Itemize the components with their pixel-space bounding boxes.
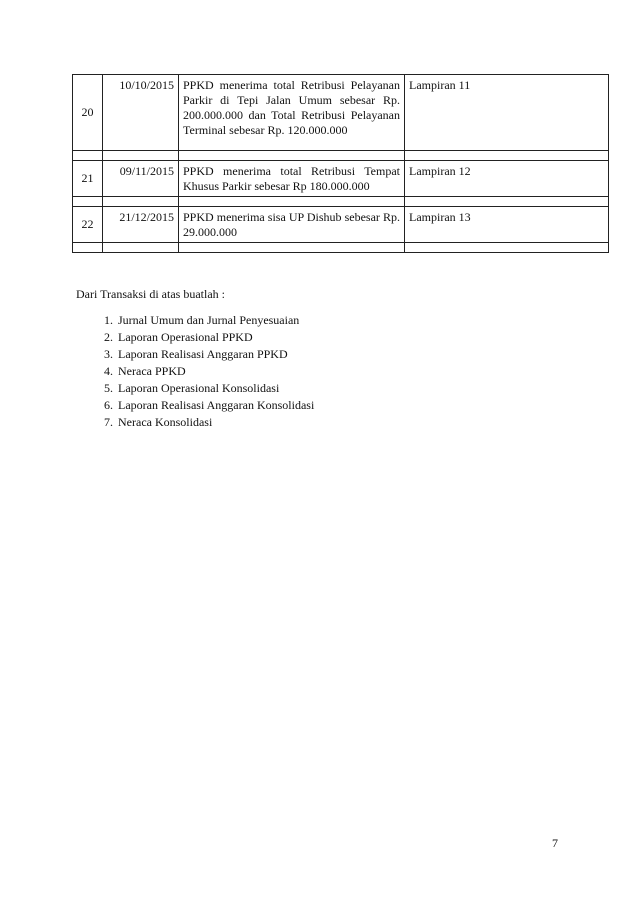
spacer-cell [405, 243, 609, 253]
row-attachment: Lampiran 11 [405, 75, 609, 151]
list-item: 5. Laporan Operasional Konsolidasi [116, 380, 536, 397]
transaction-table [72, 74, 609, 253]
task-list [76, 312, 536, 431]
spacer-cell [103, 197, 179, 207]
spacer-cell [405, 151, 609, 161]
spacer-cell [179, 243, 405, 253]
spacer-cell [405, 197, 609, 207]
spacer-cell [179, 197, 405, 207]
spacer-cell [73, 243, 103, 253]
page-number: 7 [552, 836, 558, 850]
list-item: 2. Laporan Operasional PPKD [116, 329, 536, 346]
row-attachment: Lampiran 12 [405, 161, 609, 197]
row-date: 10/10/2015 [103, 75, 179, 151]
list-item: 7. Neraca Konsolidasi [116, 414, 536, 431]
table-row [73, 161, 609, 197]
list-item: 6. Laporan Realisasi Anggaran Konsolidasi [116, 397, 536, 414]
row-attachment: Lampiran 13 [405, 207, 609, 243]
spacer-cell [179, 151, 405, 161]
row-description: PPKD menerima total Retribusi Tempat Khusus Parkir sebesar Rp 180.000.000 [179, 161, 405, 197]
row-date: 09/11/2015 [103, 161, 179, 197]
list-item: 1. Jurnal Umum dan Jurnal Penyesuaian [116, 312, 536, 329]
list-item: 3. Laporan Realisasi Anggaran PPKD [116, 346, 536, 363]
table-spacer-row [73, 197, 609, 207]
row-number: 20 [73, 75, 103, 151]
row-description: PPKD menerima total Retribusi Pelayanan Parkir di Tepi Jalan Umum sebesar Rp. 200.000.000 dan Total Retribusi Pelayanan Terminal sebesar Rp. 120.000.000 [179, 75, 405, 151]
spacer-cell [73, 151, 103, 161]
spacer-cell [103, 151, 179, 161]
instructions-intro: Dari Transaksi di atas buatlah : [76, 287, 225, 301]
table-row [73, 207, 609, 243]
row-number: 22 [73, 207, 103, 243]
row-number: 21 [73, 161, 103, 197]
table-spacer-row [73, 151, 609, 161]
table-spacer-row [73, 243, 609, 253]
list-item: 4. Neraca PPKD [116, 363, 536, 380]
row-description: PPKD menerima sisa UP Dishub sebesar Rp. 29.000.000 [179, 207, 405, 243]
row-date: 21/12/2015 [103, 207, 179, 243]
spacer-cell [103, 243, 179, 253]
spacer-cell [73, 197, 103, 207]
table-row [73, 75, 609, 151]
